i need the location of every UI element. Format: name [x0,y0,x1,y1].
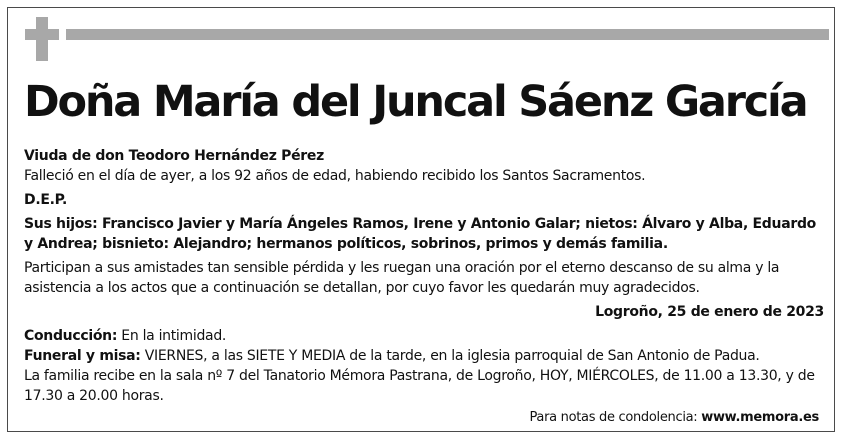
top-rule [66,29,829,40]
conduction-value: En la intimidad. [121,328,227,344]
death-note: Falleció en el día de ayer, a los 92 años de edad, habiendo recibido los Santos Sacramentos. [24,168,646,184]
cross-horizontal-bar [25,29,59,40]
deceased-name: Doña María del Juncal Sáenz García [24,77,807,127]
condolence-label: Para notas de condolencia: [529,410,698,425]
funeral-line [24,346,824,366]
reception-line: La familia recibe en la sala nº 7 del Tanatorio Mémora Pastrana, de Logroño, HOY, MIÉRCOLES, de 11.00 a 13.30, y de 17.30 a 20.00 horas. [24,368,815,404]
conduction-label: Conducción: [24,328,118,344]
notice-body [24,146,824,406]
request-paragraph: Participan a sus amistades tan sensible pérdida y les ruegan una oración por el eterno descanso de su alma y la asistencia a los actos que a continuación se detallan, por cuyo favor les quedarán muy agradecidos. [24,260,780,296]
funeral-value: VIERNES, a las SIETE Y MEDIA de la tarde, en la iglesia parroquial de San Antonio de Padua. [144,348,760,364]
funeral-label: Funeral y misa: [24,348,141,364]
condolence-website[interactable]: www.memora.es [701,410,819,425]
widow-of-line: Viuda de don Teodoro Hernández Pérez [24,148,324,164]
place-date: Logroño, 25 de enero de 2023 [595,304,824,320]
dep-line: D.E.P. [24,192,68,208]
conduction-line [24,326,824,346]
family-list: Sus hijos: Francisco Javier y María Ángeles Ramos, Irene y Antonio Galar; nietos: Álvaro y Alba, Eduardo y Andrea; bisnieto: Alejandro; hermanos políticos, sobrinos, primos y demás familia. [24,216,816,252]
condolence-footer [24,409,819,427]
